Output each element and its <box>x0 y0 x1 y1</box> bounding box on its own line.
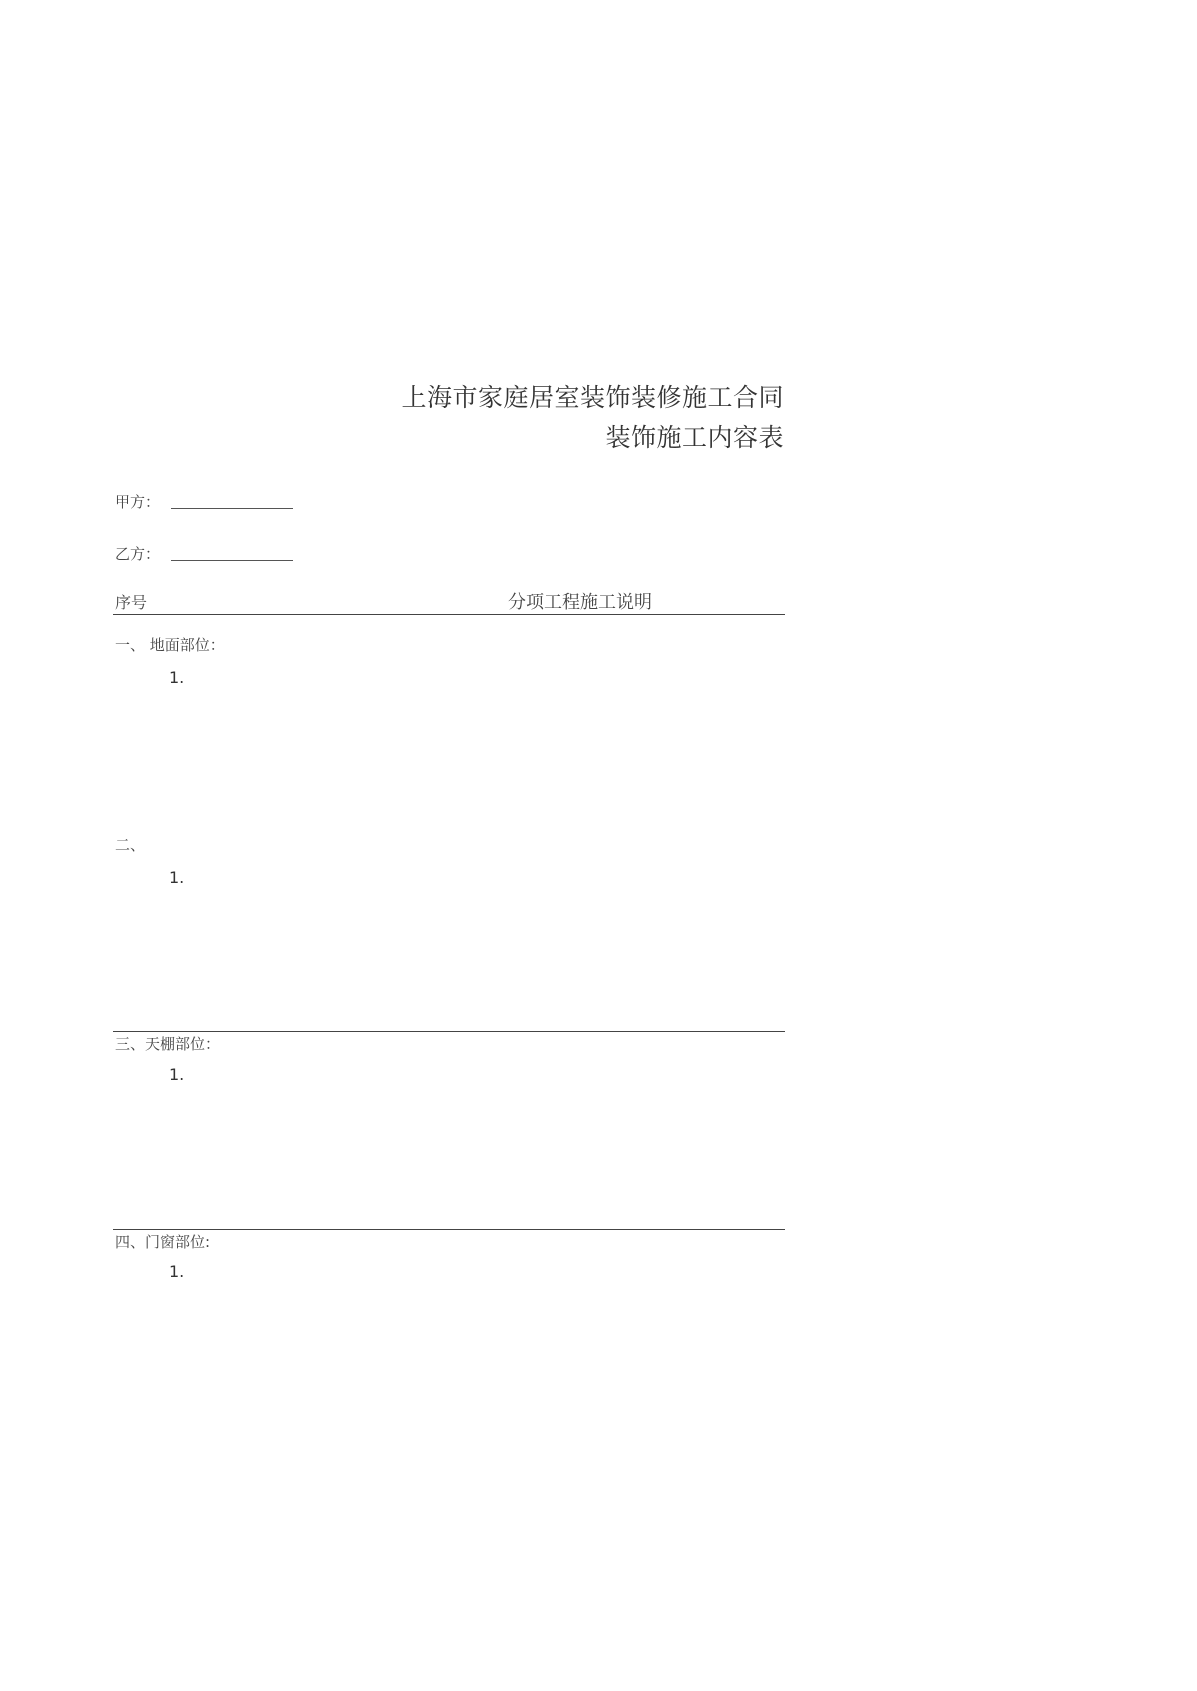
table-header <box>113 588 785 615</box>
document-title: 上海市家庭居室装饰装修施工合同 <box>401 383 784 412</box>
section-1-item: 1. <box>169 668 185 687</box>
party-b-label: 乙方： <box>115 545 161 563</box>
seq-column-header: 序号 <box>115 593 148 612</box>
party-a-label: 甲方： <box>115 493 161 511</box>
section-2-item: 1. <box>169 868 185 887</box>
party-a-blank <box>171 508 293 509</box>
section-divider <box>113 1229 785 1230</box>
description-column-header: 分项工程施工说明 <box>508 592 652 613</box>
section-1-label: 一、 地面部位： <box>115 636 225 654</box>
section-4-label: 四、门窗部位: <box>115 1233 211 1251</box>
section-4-item: 1. <box>169 1262 185 1281</box>
section-divider <box>113 1031 785 1032</box>
section-3-item: 1. <box>169 1065 185 1084</box>
section-2-label: 二、 <box>115 836 146 854</box>
party-b-blank <box>171 560 293 561</box>
document-subtitle: 装饰施工内容表 <box>605 423 784 452</box>
section-3-label: 三、天棚部位： <box>115 1035 221 1053</box>
